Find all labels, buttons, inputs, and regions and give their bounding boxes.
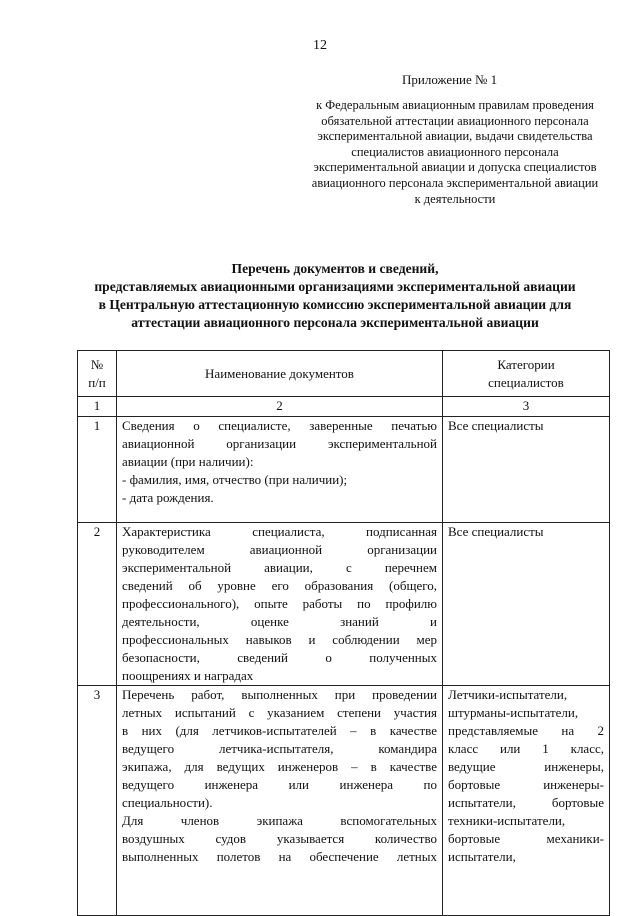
column-number: 3	[443, 397, 610, 417]
header-number-label: п/п	[88, 374, 106, 390]
row-category	[443, 417, 610, 523]
row-document-line: - фамилия, имя, отчество (при наличии);	[122, 472, 348, 487]
row-document-line: безопасности, сведений о полученных	[122, 650, 437, 665]
appendix-reference-line: к деятельности	[414, 191, 496, 206]
row-document-line: экипажа, для ведущих инженеров – в качестве	[122, 759, 437, 774]
header-category	[443, 351, 610, 397]
row-category-line: класс или 1 класс,	[448, 741, 604, 756]
row-document-line: Для членов экипажа вспомогательных	[122, 813, 437, 828]
row-document-line: сведений об уровне его образования (общего,	[122, 578, 437, 593]
row-document-line: Перечень работ, выполненных при проведении	[122, 687, 437, 702]
appendix-reference-line: экспериментальной авиации, выдачи свидетельства	[317, 129, 593, 144]
row-category-line: представляемые на 2	[448, 723, 604, 738]
row-number: 1	[78, 417, 117, 523]
row-document-line: авиации (при наличии):	[122, 454, 254, 469]
row-document-line: в них (для летчиков-испытателей – в качестве	[122, 723, 437, 738]
appendix-title: Приложение № 1	[402, 72, 498, 87]
header-number-symbol: №	[90, 356, 104, 372]
header-category-line: специалистов	[488, 374, 564, 390]
table-row	[78, 686, 610, 916]
documents-table	[77, 350, 610, 916]
row-document-line: Сведения о специалисте, заверенные печатью	[122, 418, 437, 433]
row-document-line: профессионального), опыте работы по профилю	[122, 596, 437, 611]
column-number-row	[78, 397, 610, 417]
row-category	[443, 523, 610, 686]
appendix-reference-line: авиационного персонала экспериментальной авиации	[311, 175, 599, 190]
column-number: 1	[78, 397, 117, 417]
row-category-line: ведущие инженеры,	[448, 759, 604, 774]
document-title	[55, 260, 615, 332]
row-document-line: выполненных полетов на обеспечение летных	[122, 849, 437, 864]
row-document-line: экспериментальной авиации, с перечнем	[122, 560, 437, 575]
document-title-line: Перечень документов и сведений,	[231, 261, 439, 276]
appendix-reference	[300, 98, 610, 207]
row-document-line: воздушных судов указывается количество	[122, 831, 437, 846]
row-document-line: авиационной организации экспериментальной	[122, 436, 437, 451]
row-document-line: Характеристика специалиста, подписанная	[122, 524, 437, 539]
row-document-line: поощрениях и наградах	[122, 668, 254, 683]
row-document-line: летных испытаний с указанием степени участия	[122, 705, 437, 720]
row-number: 2	[78, 523, 117, 686]
row-document-line: деятельности, оценке знаний и	[122, 614, 437, 629]
appendix-reference-line: специалистов авиационного персонала	[351, 144, 559, 159]
page-number: 12	[313, 38, 327, 53]
row-category-line: испытатели, бортовые	[448, 795, 604, 810]
row-document-line: ведущего инженера или инженера по	[122, 777, 437, 792]
row-category-line: Все специалисты	[448, 418, 544, 433]
row-category-line: Летчики-испытатели,	[448, 687, 568, 702]
table-row	[78, 523, 610, 686]
row-category-line: штурманы-испытатели,	[448, 705, 579, 720]
row-document-line: руководителем авиационной организации	[122, 542, 437, 557]
document-title-line: аттестации авиационного персонала экспериментальной авиации	[131, 315, 539, 330]
appendix-reference-line: обязательной аттестации авиационного персонала	[321, 113, 589, 128]
appendix-reference-line: экспериментальной авиации и допуска специалистов	[313, 160, 597, 175]
table-row	[78, 417, 610, 523]
header-category-line: Категории	[497, 356, 555, 372]
column-number: 2	[117, 397, 443, 417]
document-title-line: в Центральную аттестационную комиссию экспериментальной авиации для	[98, 297, 572, 312]
header-number	[78, 351, 117, 397]
row-category	[443, 686, 610, 916]
row-document-line: специальности).	[122, 795, 213, 810]
table-header-row	[78, 351, 610, 397]
row-category-line: техники-испытатели,	[448, 813, 566, 828]
appendix-reference-line: к Федеральным авиационным правилам проведения	[316, 98, 594, 112]
header-document-name: Наименование документов	[117, 351, 443, 397]
document-title-line: представляемых авиационными организациями экспериментальной авиации	[94, 279, 576, 294]
row-category-line: бортовые инженеры-	[448, 777, 604, 792]
row-category-line: Все специалисты	[448, 524, 544, 539]
row-document-name	[117, 686, 443, 916]
row-category-line: бортовые механики-	[448, 831, 604, 846]
row-document-line: - дата рождения.	[122, 490, 214, 505]
row-document-name	[117, 417, 443, 523]
row-document-line: ведущего летчика-испытателя, командира	[122, 741, 437, 756]
row-document-line: профессиональных навыков и соблюдении мер	[122, 632, 437, 647]
row-document-name	[117, 523, 443, 686]
row-category-line: испытатели,	[448, 849, 516, 864]
row-number: 3	[78, 686, 117, 916]
